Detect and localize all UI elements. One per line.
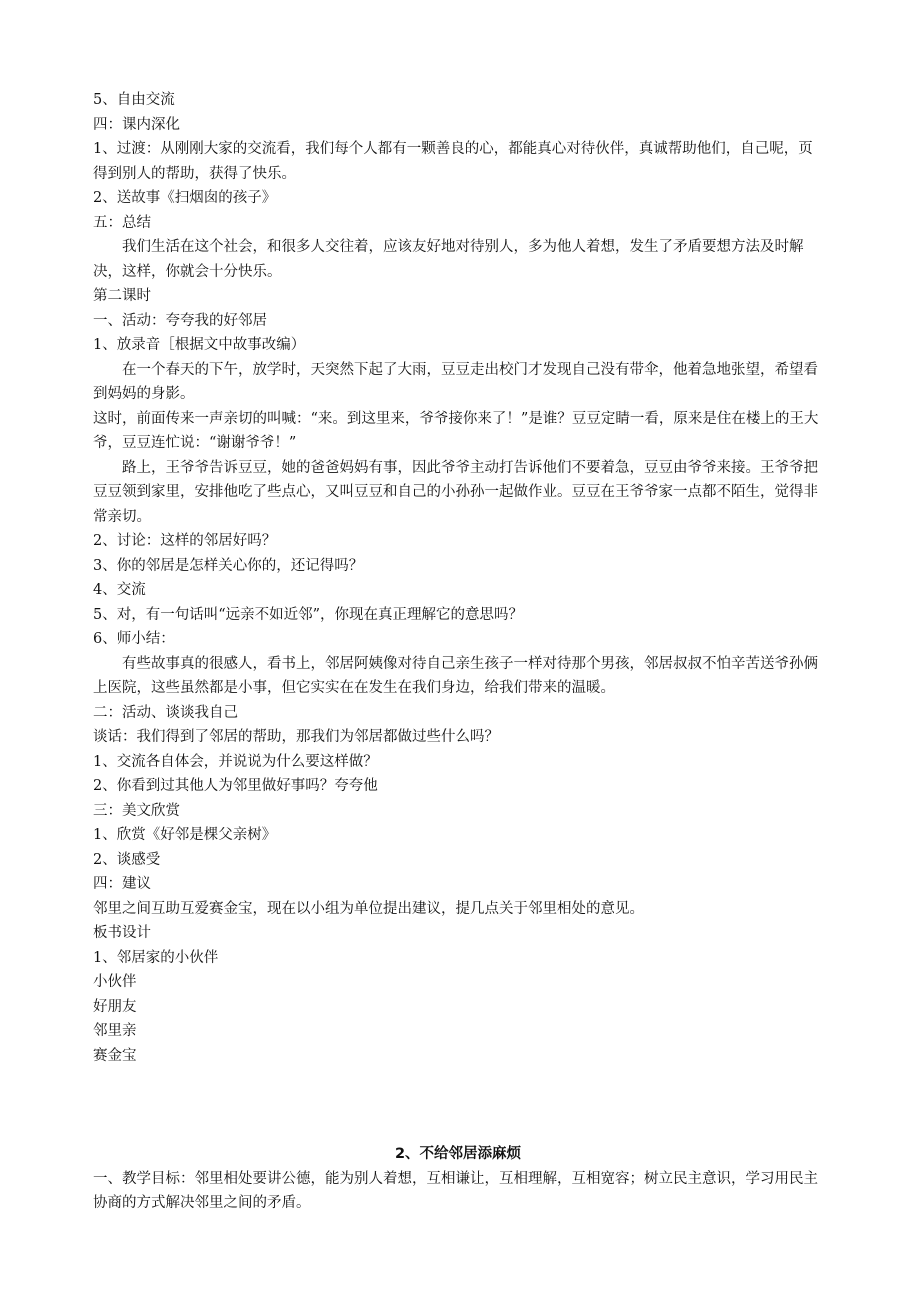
text-line: 一、活动：夸夸我的好邻居	[93, 312, 267, 329]
paragraph: 路上，王爷爷告诉豆豆，她的爸爸妈妈有事，因此爷爷主动打告诉他们不要着急，豆豆由爷爷来接。王爷爷把豆豆领到家里，安排他吃了些点心，又叫豆豆和自己的小孙孙一起做作业。豆豆在王爷爷家一点都不陌生，觉得非常亲切。	[93, 459, 818, 525]
text-line: 四：建议	[93, 876, 151, 892]
text-line: 5、对，有一句话叫“远亲不如近邻”，你现在真正理解它的意思吗？	[93, 606, 524, 623]
text-line: 赛金宝	[93, 1047, 137, 1064]
text-line: 邻里之间互助互爱赛金宝，现在以小组为单位提出建议，提几点关于邻里相处的意见。	[93, 900, 644, 917]
text-line: 1、交流各自体会，并说说为什么要这样做？	[93, 753, 378, 770]
text-line: 1、放录音［根据文中故事改编）	[93, 337, 306, 353]
text-line: 1、过渡：从刚刚大家的交流看，我们每个人都有一颗善良的心，都能真心对待伙伴，真诚帮助他们，自己呢，页得到别人的帮助，获得了快乐。	[93, 141, 813, 182]
text-line: 6、师小结：	[93, 631, 175, 647]
text-line: 三：美文欣赏	[93, 802, 180, 819]
text-line: 2、讨论：这样的邻居好吗？	[93, 533, 277, 549]
text-line: 板书设计	[93, 925, 151, 941]
text-line: 邻里亲	[93, 1023, 137, 1039]
text-line: 四：课内深化	[93, 116, 180, 133]
document-body	[93, 88, 823, 1068]
text-line: 好朋友	[93, 998, 137, 1015]
text-line: 五：总结	[93, 214, 151, 231]
text-line: 1、邻居家的小伙伴	[93, 949, 219, 966]
text-line: 2、谈感受	[93, 851, 161, 868]
paragraph: 在一个春天的下午，放学时，天突然下起了大雨，豆豆走出校门才发现自己没有带伞，他着急地张望，希望看到妈妈的身影。	[93, 361, 818, 402]
text-line: 二：活动、谈谈我自己	[93, 704, 238, 721]
text-line: 2、送故事《扫烟囱的孩子》	[93, 190, 277, 206]
text-line: 小伙伴	[93, 974, 137, 990]
text-line: 第二课时	[93, 288, 151, 304]
document-page	[93, 88, 823, 1216]
text-line: 这时，前面传来一声亲切的叫喊：“来。到这里来，爷爷接你来了！”是谁？豆豆定睛一看，原来是住在楼上的王大爷，豆豆连忙说：“谢谢爷爷！”	[93, 410, 819, 451]
text-line: 5、自由交流	[93, 92, 175, 108]
text-line: 1、欣赏《好邻是棵父亲树》	[93, 827, 277, 843]
text-line: 谈话：我们得到了邻居的帮助，那我们为邻居都做过些什么吗？	[93, 729, 499, 745]
section-title: 2、不给邻居添麻烦	[394, 1146, 522, 1162]
text-line: 4、交流	[93, 582, 146, 598]
text-line: 一、教学目标：邻里相处要讲公德，能为别人着想，互相谦让，互相理解，互相宽容；树立民主意识，学习用民主协商的方式解决邻里之间的矛盾。	[93, 1170, 818, 1211]
section-gap	[93, 1068, 823, 1142]
section-body	[93, 1167, 823, 1216]
text-line: 3、你的邻居是怎样关心你的，还记得吗？	[93, 557, 364, 574]
text-line: 2、你看到过其他人为邻里做好事吗？夸夸他	[93, 778, 378, 794]
paragraph: 我们生活在这个社会，和很多人交往着，应该友好地对待别人，多为他人着想，发生了矛盾要想方法及时解决，这样，你就会十分快乐。	[93, 239, 804, 280]
paragraph: 有些故事真的很感人，看书上，邻居阿姨像对待自己亲生孩子一样对待那个男孩，邻居叔叔不怕辛苦送爷孙俩上医院，这些虽然都是小事，但它实实在在发生在我们身边，给我们带来的温暖。	[93, 655, 818, 696]
